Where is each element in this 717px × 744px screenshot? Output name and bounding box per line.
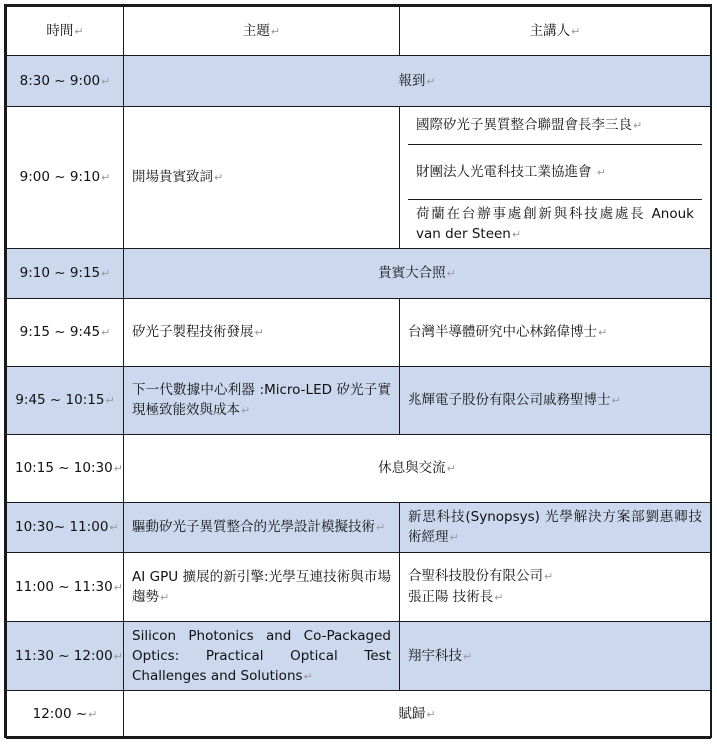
table-row xyxy=(7,367,711,435)
row-time: 11:00 ~ 11:30↵ xyxy=(7,553,124,622)
table-row xyxy=(7,503,711,553)
row-span-label: 貴賓大合照↵ xyxy=(124,249,711,299)
row-time: 9:15 ~ 9:45↵ xyxy=(7,299,124,367)
row-time: 10:30~ 11:00↵ xyxy=(7,503,124,553)
row-time: 11:30 ~ 12:00↵ xyxy=(7,622,124,691)
row-speaker: 合聖科技股份有限公司↵ 張正陽 技術長↵ xyxy=(400,553,711,622)
row-topic: 矽光子製程技術發展↵ xyxy=(124,299,400,367)
row-speaker: 台灣半導體研究中心林銘偉博士↵ xyxy=(400,299,711,367)
speaker-entry: 財團法人光電科技工業協進會 ↵ xyxy=(408,144,702,199)
row-topic: 下一代數據中心利器 :Micro-LED 矽光子實現極致能效與成本↵ xyxy=(124,367,400,435)
row-time: 12:00 ~↵ xyxy=(7,691,124,739)
table-row xyxy=(7,553,711,622)
row-speaker: 兆輝電子股份有限公司戚務聖博士↵ xyxy=(400,367,711,435)
table-row xyxy=(7,56,711,107)
row-topic: 開場貴賓致詞↵ xyxy=(124,107,400,249)
row-span-label: 賦歸↵ xyxy=(124,691,711,739)
row-topic: 驅動矽光子異質整合的光學設計模擬技術↵ xyxy=(124,503,400,553)
row-time: 9:45 ~ 10:15↵ xyxy=(7,367,124,435)
header-time: 時間↵ xyxy=(7,7,124,56)
table-row xyxy=(7,107,711,249)
row-speakers xyxy=(400,107,711,249)
row-speaker: 翔宇科技↵ xyxy=(400,622,711,691)
header-speaker: 主講人↵ xyxy=(400,7,711,56)
speaker-entry: 荷蘭在台辦事處創新與科技處處長 Anouk van der Steen↵ xyxy=(408,199,702,248)
table-header-row xyxy=(7,7,711,56)
row-span-label: 報到↵ xyxy=(124,56,711,107)
row-speaker: 新思科技(Synopsys) 光學解決方案部劉惠卿技術經理↵ xyxy=(400,503,711,553)
row-time: 9:00 ~ 9:10↵ xyxy=(7,107,124,249)
row-topic: AI GPU 擴展的新引擎:光學互連技術與市場趨勢↵ xyxy=(124,553,400,622)
table-row xyxy=(7,299,711,367)
agenda-table xyxy=(6,6,711,739)
table-row xyxy=(7,249,711,299)
row-topic: Silicon Photonics and Co-Packaged Optics: Practical Optical Test Challenges and Solutions↵ xyxy=(124,622,400,691)
speaker-entry: 國際矽光子異質整合聯盟會長李三良↵ xyxy=(416,117,643,133)
header-topic: 主題↵ xyxy=(124,7,400,56)
table-row xyxy=(7,622,711,691)
row-time: 8:30 ~ 9:00↵ xyxy=(7,56,124,107)
row-time: 10:15 ~ 10:30↵ xyxy=(7,435,124,503)
row-time: 9:10 ~ 9:15↵ xyxy=(7,249,124,299)
table-row xyxy=(7,435,711,503)
row-span-label: 休息與交流↵ xyxy=(124,435,711,503)
table-row xyxy=(7,691,711,739)
